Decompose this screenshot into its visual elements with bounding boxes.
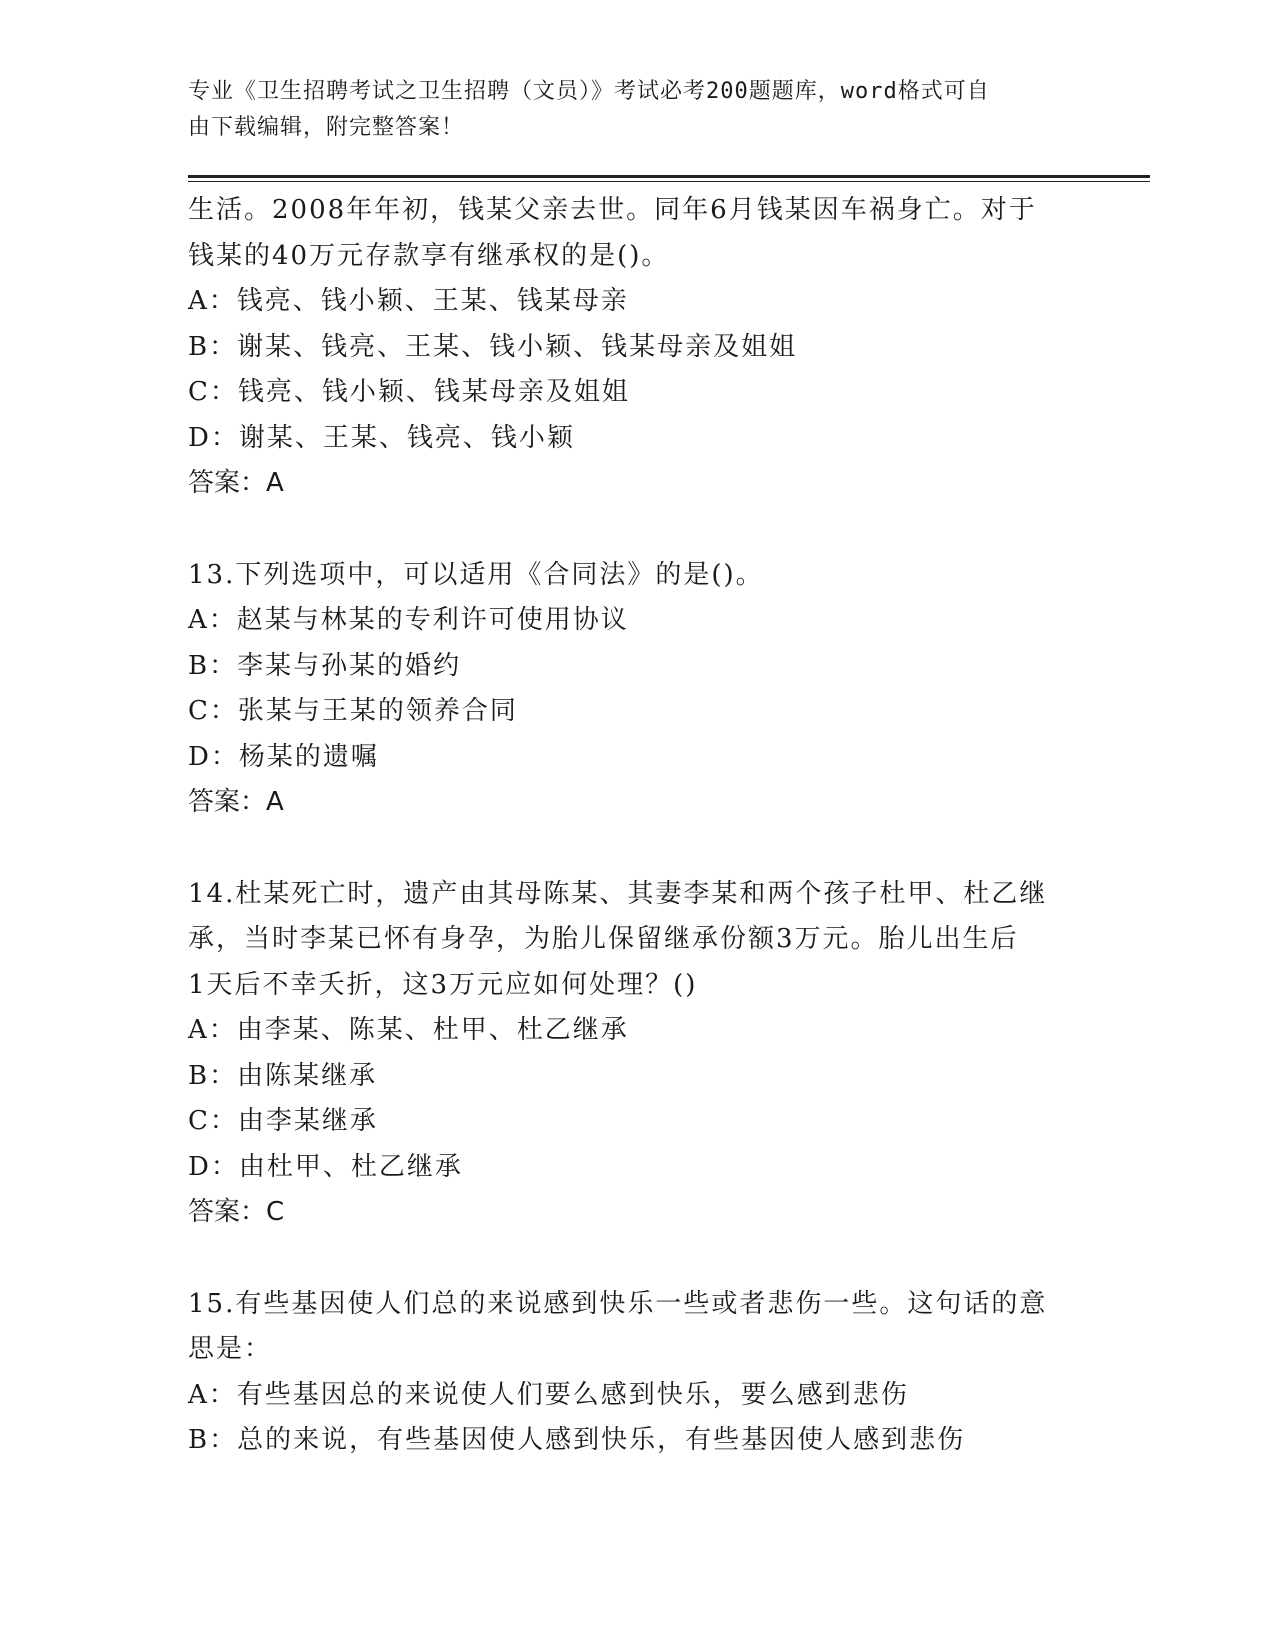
spacer	[188, 507, 1088, 553]
option-a: A：有些基因总的来说使人们要么感到快乐，要么感到悲伤	[188, 1379, 909, 1410]
option-d: D：由杜甲、杜乙继承	[188, 1151, 463, 1182]
answer-line: 答案：A	[188, 468, 284, 498]
header-line-2: 由下载编辑，附完整答案！	[188, 115, 465, 140]
option-b: B：总的来说，有些基因使人感到快乐，有些基因使人感到悲伤	[188, 1425, 966, 1455]
document-body	[188, 188, 1088, 1464]
option-a: A：赵某与林某的专利许可使用协议	[188, 605, 629, 635]
header-divider-thin	[188, 181, 1150, 182]
question-block-15	[188, 1282, 1088, 1464]
question-text-line: 1天后不幸夭折，这3万元应如何处理？()	[188, 969, 698, 1000]
question-text-line: 13.下列选项中，可以适用《合同法》的是()。	[188, 559, 764, 590]
spacer	[188, 1236, 1088, 1282]
question-block-14	[188, 872, 1088, 1236]
question-text-line: 钱某的40万元存款享有继承权的是()。	[188, 240, 670, 271]
option-c: C：由李某继承	[188, 1106, 378, 1136]
option-c: C：张某与王某的领养合同	[188, 696, 518, 726]
question-text-line: 承，当时李某已怀有身孕，为胎儿保留继承份额3万元。胎儿出生后	[188, 924, 1019, 954]
question-text-line: 14.杜某死亡时，遗产由其母陈某、其妻李某和两个孩子杜甲、杜乙继	[188, 878, 1048, 909]
spacer	[188, 826, 1088, 872]
question-block-13	[188, 553, 1088, 826]
answer-line: 答案：C	[188, 1197, 285, 1227]
option-b: B：李某与孙某的婚约	[188, 650, 462, 681]
option-b: B：由陈某继承	[188, 1060, 378, 1091]
document-header	[188, 74, 1068, 146]
option-a: A：钱亮、钱小颖、王某、钱某母亲	[188, 286, 629, 316]
option-b: B：谢某、钱亮、王某、钱小颖、钱某母亲及姐姐	[188, 331, 798, 362]
question-text-line: 15.有些基因使人们总的来说感到快乐一些或者悲伤一些。这句话的意	[188, 1288, 1048, 1319]
question-block-12	[188, 188, 1088, 507]
question-text-line: 思是：	[188, 1334, 273, 1364]
question-text-line: 生活。2008年年初，钱某父亲去世。同年6月钱某因车祸身亡。对于	[188, 195, 1037, 225]
option-d: D：谢某、王某、钱亮、钱小颖	[188, 422, 575, 453]
option-a: A：由李某、陈某、杜甲、杜乙继承	[188, 1015, 629, 1045]
answer-line: 答案：A	[188, 787, 284, 817]
header-divider-thick	[188, 175, 1150, 178]
header-line-1: 专业《卫生招聘考试之卫生招聘（文员）》考试必考200题题库，word格式可自	[188, 79, 990, 104]
option-d: D：杨某的遗嘱	[188, 741, 379, 772]
option-c: C：钱亮、钱小颖、钱某母亲及姐姐	[188, 377, 630, 407]
